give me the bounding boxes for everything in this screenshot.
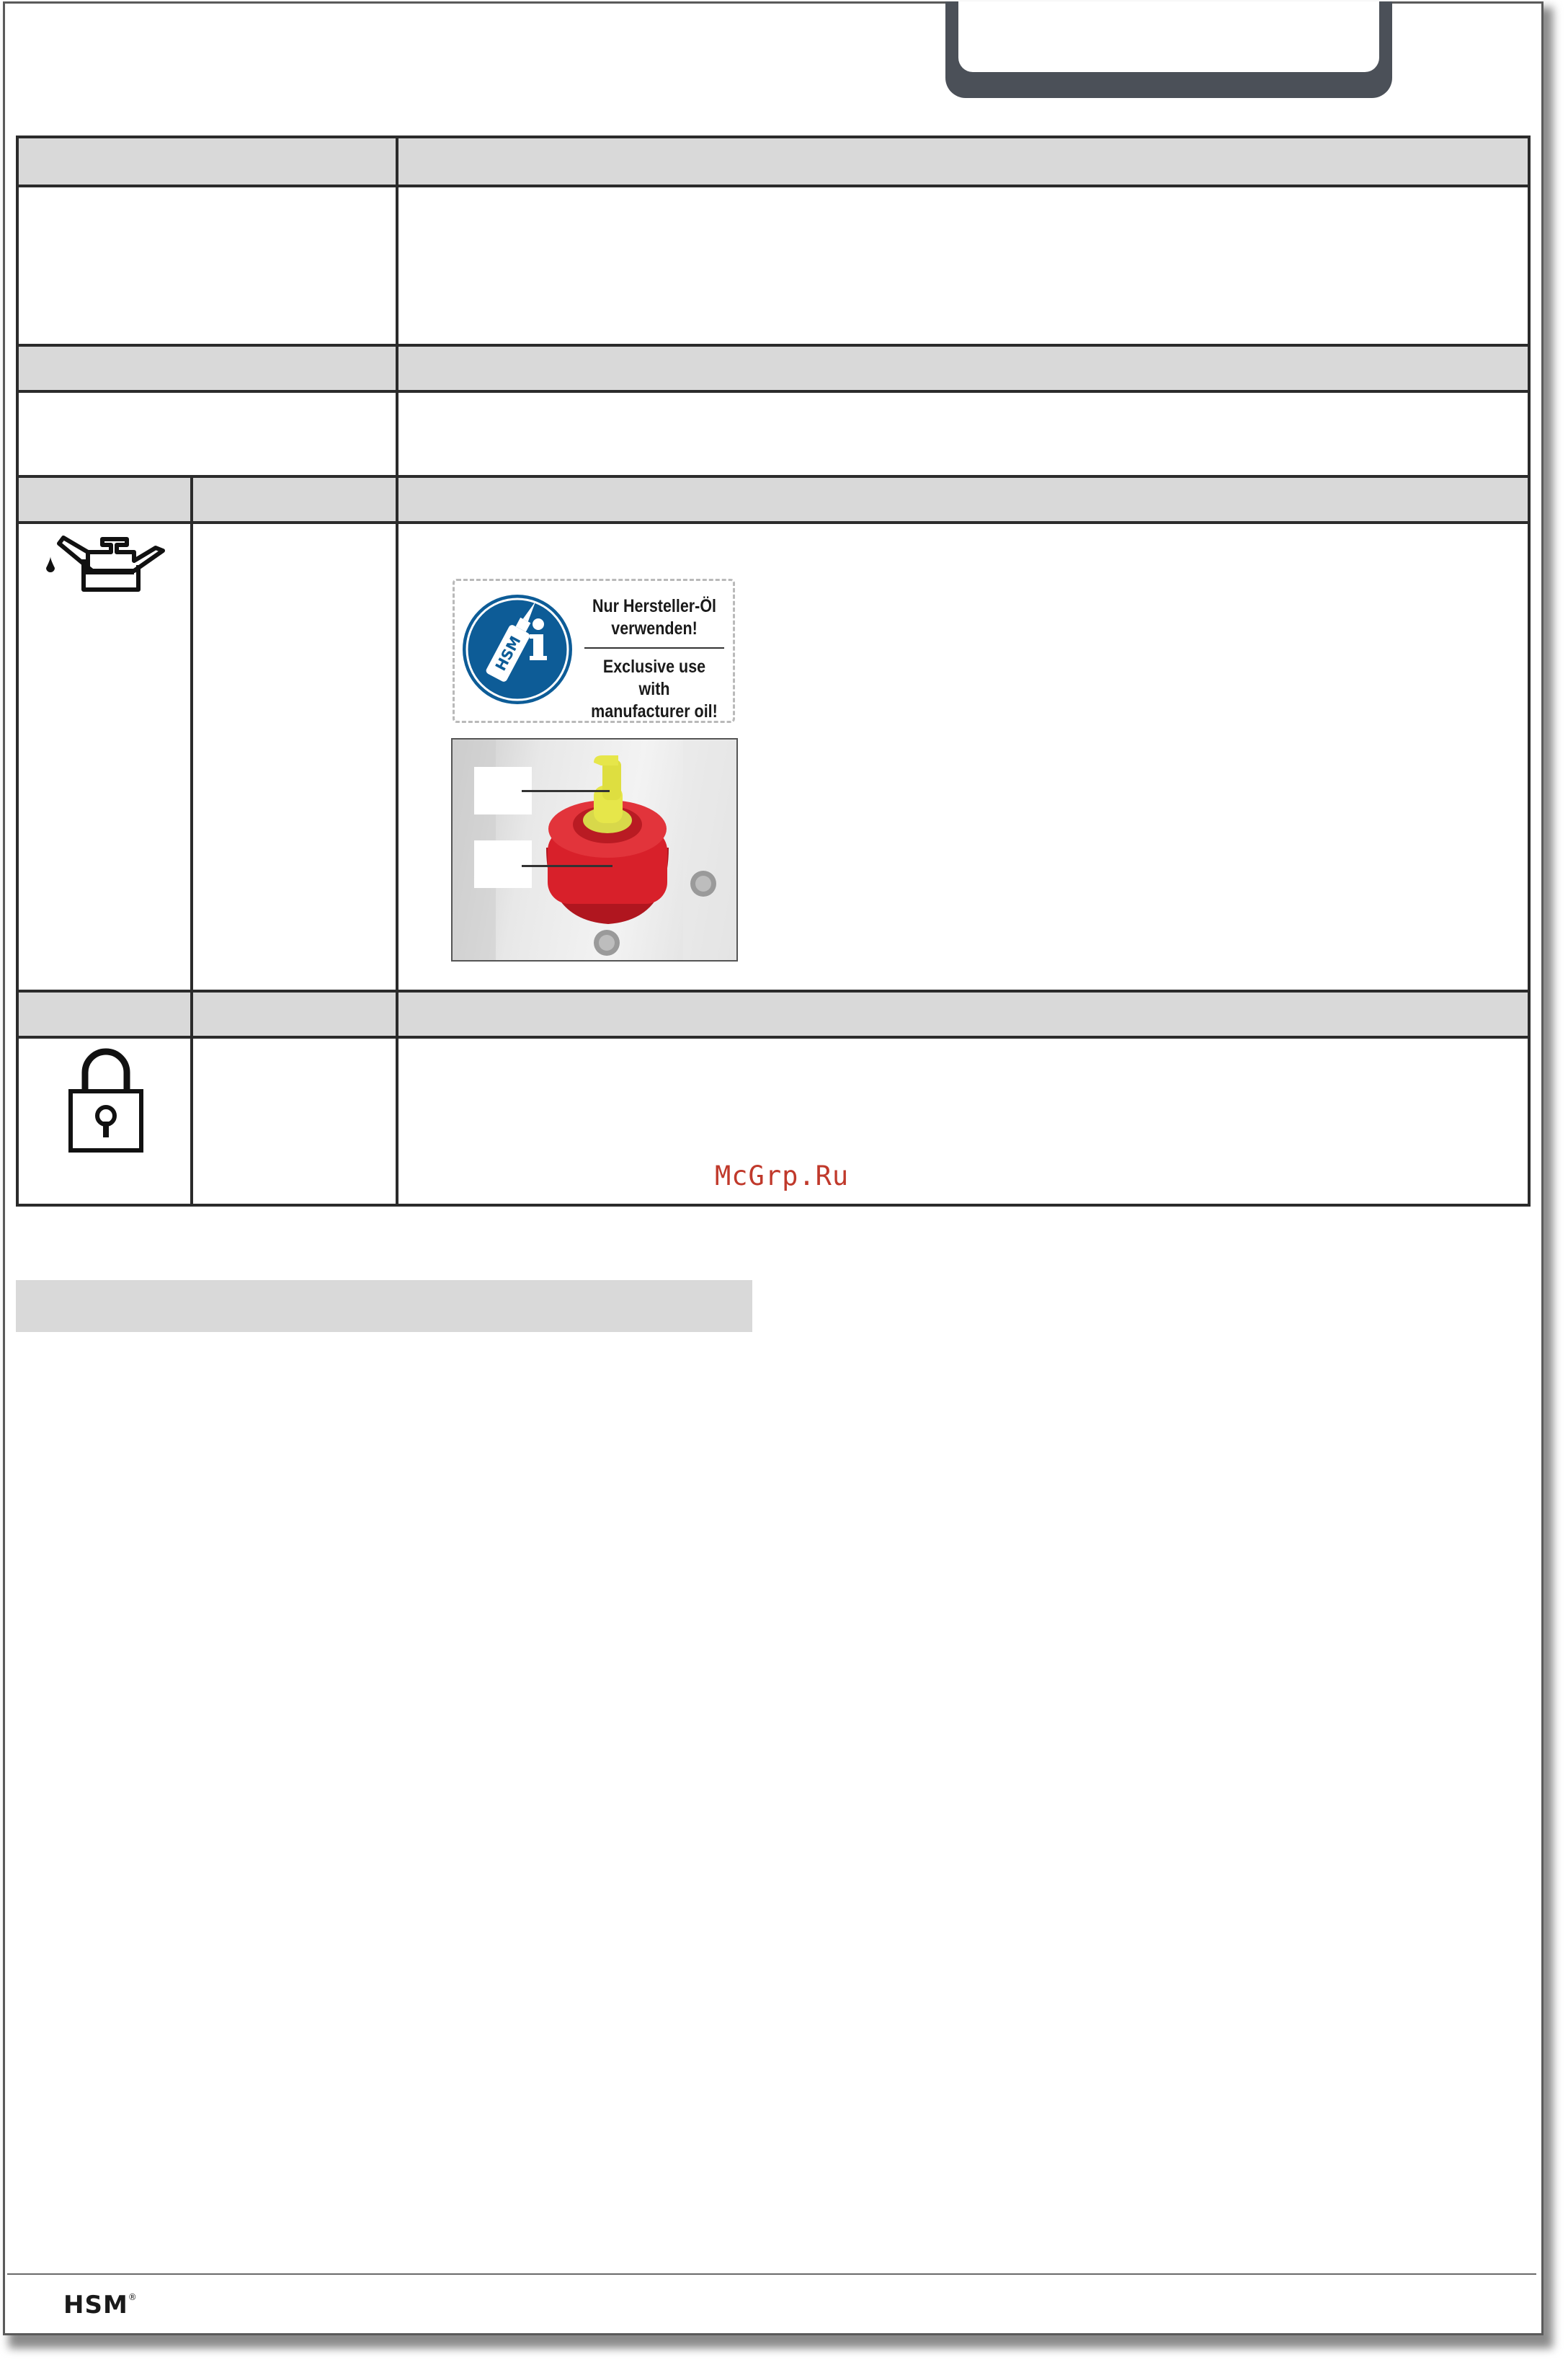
- information-sign-icon: [460, 592, 574, 706]
- table-rule: [16, 475, 1531, 478]
- table-rule: [16, 1204, 1531, 1207]
- oil-can-icon: [42, 528, 169, 594]
- table-rule: [1528, 136, 1531, 1207]
- table-rule: [16, 521, 1531, 524]
- logo-text: HSM: [63, 2291, 128, 2319]
- label-text-german: [586, 595, 723, 640]
- oil-cap-photo: [451, 738, 738, 962]
- table-rule: [16, 136, 19, 1207]
- table-header-1: [17, 137, 1528, 185]
- table-rule: [16, 1036, 1531, 1039]
- label-line: Nur Hersteller-Öl: [592, 596, 717, 616]
- section-heading-band: [16, 1280, 752, 1332]
- watermark: McGrp.Ru: [715, 1160, 850, 1191]
- table-rule: [396, 136, 398, 1207]
- callout-box: [474, 840, 532, 888]
- hsm-logo: [63, 2291, 138, 2319]
- table-rule: [16, 185, 1531, 187]
- callout-leader: [522, 865, 612, 867]
- label-line: Exclusive use with: [602, 657, 706, 699]
- table-header-3: [17, 477, 1528, 522]
- table-rule: [16, 344, 1531, 347]
- sign-brand: HSM: [491, 633, 525, 674]
- table-header-4: [17, 992, 1528, 1036]
- table-rule: [190, 475, 193, 1207]
- footer-divider: [7, 2273, 1536, 2275]
- label-line: manufacturer oil!: [591, 701, 718, 722]
- table-rule: [16, 390, 1531, 393]
- callout-leader: [522, 790, 610, 792]
- table-rule: [16, 136, 1531, 138]
- label-divider: [584, 647, 724, 649]
- label-line: verwenden!: [611, 618, 698, 639]
- registered-mark: ®: [128, 2292, 138, 2302]
- label-text-english: [586, 656, 723, 723]
- chapter-tab-inner: [958, 1, 1379, 72]
- table-rule: [16, 990, 1531, 993]
- table-header-2: [17, 346, 1528, 391]
- padlock-icon: [66, 1047, 146, 1155]
- manufacturer-oil-label: [453, 579, 735, 723]
